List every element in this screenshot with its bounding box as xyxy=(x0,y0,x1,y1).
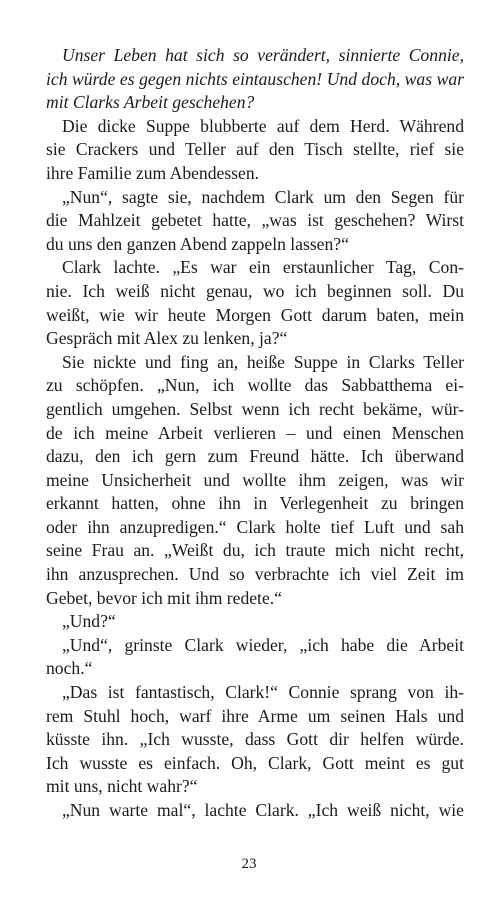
text-line: erkannt hatten, ohne ihn in Verlegenheit zu bringen xyxy=(46,493,464,514)
text-line: oder ihn anzupredigen.“ Clark holte tief Luft und sah xyxy=(46,516,464,537)
text-line: sie Crackers und Teller auf den Tisch stellte, rief sie xyxy=(46,139,464,160)
text-line: seine Frau an. „Weißt du, ich traute mich nicht recht, xyxy=(46,540,464,561)
text-line: die Mahlzeit gebetet hatte, „was ist geschehen? Wirst xyxy=(46,210,464,231)
text-line: zu schöpfen. „Nun, ich wollte das Sabbatthema ei- xyxy=(46,375,464,396)
text-line: Clark lachte. „Es war ein erstaunlicher Tag, Con- xyxy=(62,257,464,278)
text-line: Ich wusste es einfach. Oh, Clark, Gott meint es gut xyxy=(46,752,464,773)
text-line: de ich meine Arbeit verlieren – und einen Menschen xyxy=(46,422,464,443)
text-line: Gebet, bevor ich mit ihm redete.“ xyxy=(46,587,282,608)
text-line: mit uns, nicht wahr?“ xyxy=(46,776,198,797)
text-line: nie. Ich weiß nicht genau, wo ich beginnen soll. Du xyxy=(46,280,464,301)
text-line: dazu, den ich gern zum Freund hätte. Ich überwand xyxy=(46,446,464,467)
text-line: du uns den ganzen Abend zappeln lassen?“ xyxy=(46,233,349,254)
body-text xyxy=(46,44,464,823)
page-number: 23 xyxy=(241,856,257,872)
text-line: „Das ist fantastisch, Clark!“ Connie sprang von ih- xyxy=(62,682,464,703)
text-line: ihn anzusprechen. Und so verbrachte ich viel Zeit im xyxy=(46,564,464,585)
text-line: küsste ihn. „Ich wusste, dass Gott dir helfen würde. xyxy=(46,729,464,750)
text-line: noch.“ xyxy=(46,658,93,679)
text-line: weißt, wie wir heute Morgen Gott darum baten, mein xyxy=(46,304,464,325)
text-line: „Und?“ xyxy=(62,611,116,632)
text-line: Die dicke Suppe blubberte auf dem Herd. Während xyxy=(62,115,464,136)
text-line: meine Unsicherheit und wollte ihm zeigen, was wir xyxy=(46,469,464,490)
text-line: mit Clarks Arbeit geschehen? xyxy=(46,92,255,113)
text-line: „Und“, grinste Clark wieder, „ich habe die Arbeit xyxy=(62,634,464,655)
text-line: gentlich umgehen. Selbst wenn ich recht bekäme, wür- xyxy=(46,398,464,419)
text-line: Unser Leben hat sich so verändert, sinnierte Connie, xyxy=(62,45,464,65)
text-line: Gespräch mit Alex zu lenken, ja?“ xyxy=(46,328,288,349)
text-line: ich würde es gegen nichts eintauschen! Und doch, was war xyxy=(46,68,464,89)
text-line: „Nun warte mal“, lachte Clark. „Ich weiß nicht, wie xyxy=(62,800,464,820)
text-line: ihre Familie zum Abendessen. xyxy=(46,162,260,183)
text-line: rem Stuhl hoch, warf ihre Arme um seinen Hals und xyxy=(46,705,464,726)
text-line: „Nun“, sagte sie, nachdem Clark um den Segen für xyxy=(62,186,464,207)
text-line: Sie nickte und fing an, heiße Suppe in Clarks Teller xyxy=(62,351,464,372)
